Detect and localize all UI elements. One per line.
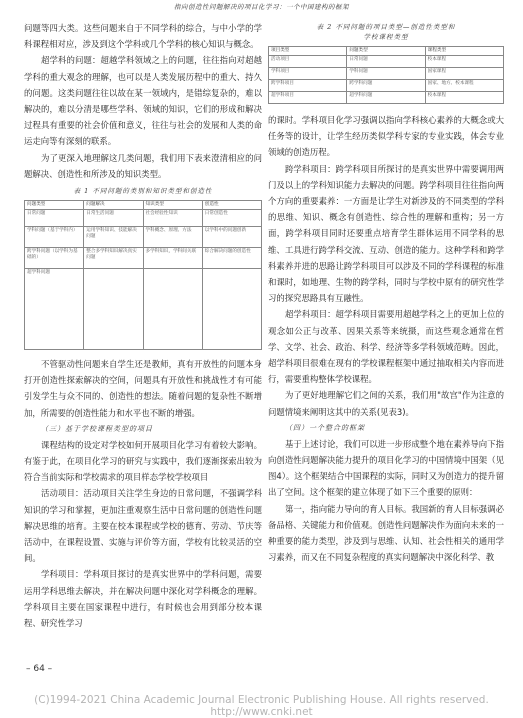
paragraph: 为了更深入地理解这几类问题，我们用下表来澄清相应的问题解决、创造性和所涉及的知识类型。 — [24, 152, 262, 179]
table-cell: 学科问题（基于学科内） — [25, 227, 84, 248]
table-row — [269, 68, 504, 80]
table-cell — [202, 269, 261, 350]
table-cell: 活动项目 — [269, 56, 347, 68]
table-cell: 国家课程 — [425, 68, 503, 80]
page-number: – 64 – — [26, 664, 53, 674]
table-header-cell: 知识类型 — [143, 201, 202, 210]
table-1-caption: 表 1 不同问题的类别和知识类型和创造性 — [73, 187, 213, 196]
table-cell: 校本课程 — [425, 56, 503, 68]
table-row — [25, 269, 262, 350]
section-subheading: （四）一个整合的框架 — [285, 423, 365, 432]
table-cell: 学科问题 — [347, 68, 425, 80]
table-cell: 日常生活问题 — [84, 210, 143, 227]
table-cell: 学科项目 — [269, 68, 347, 80]
table-row — [25, 210, 262, 227]
running-header: 指向创造性问题解决的项目化学习：一个中国建构的框架 — [174, 3, 349, 11]
table-header-cell: 课程类型 — [425, 47, 503, 56]
paragraph: 活动项目：活动项目关注学生身边的日常问题，不强调学科知识的学习和掌握，更加注重观察生活中日常问题的创造性问题解决思维的培育。主要在校本课程或学校的德育、劳动、节庆等活动中，在课程设置、实施与评价等方面，学校有比较灵活的空间。 — [24, 488, 262, 564]
table-cell: 超学科问题 — [347, 92, 425, 104]
table-2 — [268, 46, 504, 104]
table-cell: 日常问题 — [25, 210, 84, 227]
table-cell: 整合多学科知识解决真实问题 — [84, 248, 143, 269]
table-row — [269, 92, 504, 104]
table-row — [269, 80, 504, 92]
table-cell: 校本课程 — [425, 92, 503, 104]
table-cell: 日常问题 — [347, 56, 425, 68]
table-cell: 综合解决问题的创造性 — [202, 248, 261, 269]
table-cell: 多学科知识，学科间关联 — [143, 248, 202, 269]
paragraph: 问题等四大类。这些问题来自于不同学科的综合，与中小学的学科课程相对应，涉及到这个学科或几个学科的核心知识与概念。 — [24, 23, 262, 50]
table-cell: 跨学科问题（以学科为基础的） — [25, 248, 84, 269]
table-header-cell: 创造性 — [202, 201, 261, 210]
table-header-cell: 问题类型 — [25, 201, 84, 210]
right-column — [268, 20, 504, 565]
paragraph: 课程结构的设定对学校如何开展项目化学习有着较大影响。有鉴于此，在项目化学习的研究与实践中，我们逐渐探索出较为符合当前实际和学校需求的项目样态学校学校项目 — [24, 439, 262, 483]
paragraph: 跨学科项目：跨学科项目所探讨的是真实世界中需要调用两门及以上的学科知识能力去解决的问题。跨学科项目往往指向两个方向的重要素养：一方面是让学生对新涉及的不同类型的学科的思维、知识、概念有创造性、综合性的理解和重构；另一方面，跨学科项目同时还要重点培育学生群体运用不同学科的思维、工具进行跨学科交流、互动、创造的能力。这种学科和跨学科素养并进的思路让跨学科项目可以涉及不同的学科课程的标准和课时，如地理、生物的跨学科，同时与学校中原有的研究性学习的探究思路具有互融性。 — [268, 163, 504, 304]
table-cell: 跨学科项目 — [269, 80, 347, 92]
table-cell: 超学科项目 — [269, 92, 347, 104]
table-cell: 社会经验性知识 — [143, 210, 202, 227]
table-cell: 以学科中的问题创新 — [202, 227, 261, 248]
paragraph: 不管驱动性问题来自学生还是教师，真有开放性的问题本身打开创造性探索解决的空间，问题具有开放性和挑战性才有可能引发学生与众不同的、创造性的想法。随着问题的复杂性不断增加，所需要的创造性能力和水平也不断的增强。 — [24, 359, 262, 418]
paragraph: 的课时。学科项目化学习强调以指向学科核心素养的大概念或大任务等的设计，让学生经历类似学科专家的专业实践，体会专业领域的创造历程。 — [268, 115, 504, 158]
table-cell: 学科概念、原理、方法 — [143, 227, 202, 248]
section-subheading: （三）基于学校课程类型的项目 — [41, 424, 153, 433]
table-cell: 运用学科知识、技能解决问题 — [84, 227, 143, 248]
paragraph: 超学科项目：超学科项目需要用超越学科之上的更加上位的观念如公正与改革、因果关系等来统摄，而这些观念通常在哲学、文学、社会、政治、科学、经济等多学科领域范畴。因此，超学科项目很难在现有的学校课程框架中通过抽取相关内容而进行，需要重构整体学校课程。 — [268, 309, 504, 385]
table-cell: 跨学科问题 — [347, 80, 425, 92]
paragraph: 学科项目：学科项目探讨的是真实世界中的学科问题，需要运用学科思维去解决，并在解决问题中深化对学科概念的理解。学科项目主要在国家课程中进行，有时候也会用到部分校本课程、研究性学习 — [24, 569, 262, 629]
paragraph: 基于上述讨论，我们可以进一步形成整个地在素养导向下指向创造性问题解决能力提升的项目化学习的中国情境中国架（见图4）。这个框架结合中国课程的实际，同时又为创造力的提升留出了空间。这个框架的建立体现了如下三个重要的原则： — [268, 438, 504, 498]
table-1 — [24, 200, 262, 350]
table-cell — [84, 269, 143, 350]
paragraph: 为了更好地理解它们之间的关系，我们用"故宫"作为注意的问题情境来阐明这其中的关系(见表3)。 — [268, 390, 504, 417]
table-cell: 国家、地方、校本课程 — [425, 80, 503, 92]
paragraph: 第一，指向能力导向的育人目标。我国新的育人目标强调必备品格、关键能力和价值观。创造性问题解决作为面向未来的一种重要的能力类型，涉及到与思维、认知、社会性相关的通用学习素养，而又在不同复杂程度的真实问题解决中深化科学、教 — [268, 503, 504, 563]
paragraph: 超学科的问题：超越学科领域之上的问题，往往指向对超越学科的重大观念的理解，也可以是人类发展历程中的重大、持久的问题。这类问题往往以故在某一领域内，是错综复杂的，难以解决的，难以分清是哪些学科、领域的知识，它们的形成和解决过程具有重要的社会价值和意义，往往与社会的发展和人类的命运走向等有深刻的联系。 — [24, 55, 262, 147]
table-row — [25, 248, 262, 269]
table-row — [25, 227, 262, 248]
left-column — [24, 20, 262, 631]
table-row — [269, 56, 504, 68]
table-2-caption-line-2: 学校课程类型 — [363, 33, 409, 41]
table-cell: 日常创造性 — [202, 210, 261, 227]
table-cell: 超学科问题 — [25, 269, 84, 350]
copyright-watermark: (C)1994-2021 China Academic Journal Electronic Publishing House. All rights reserved. http://www.cnki.net — [34, 694, 489, 718]
table-2-caption: 表 2 不同问题的项目类型—创造性类型和 — [316, 23, 456, 31]
table-cell — [143, 269, 202, 350]
table-header-cell: 项目类型 — [269, 47, 347, 56]
table-header-cell: 问题类型 — [347, 47, 425, 56]
table-header-cell: 问题解决 — [84, 201, 143, 210]
